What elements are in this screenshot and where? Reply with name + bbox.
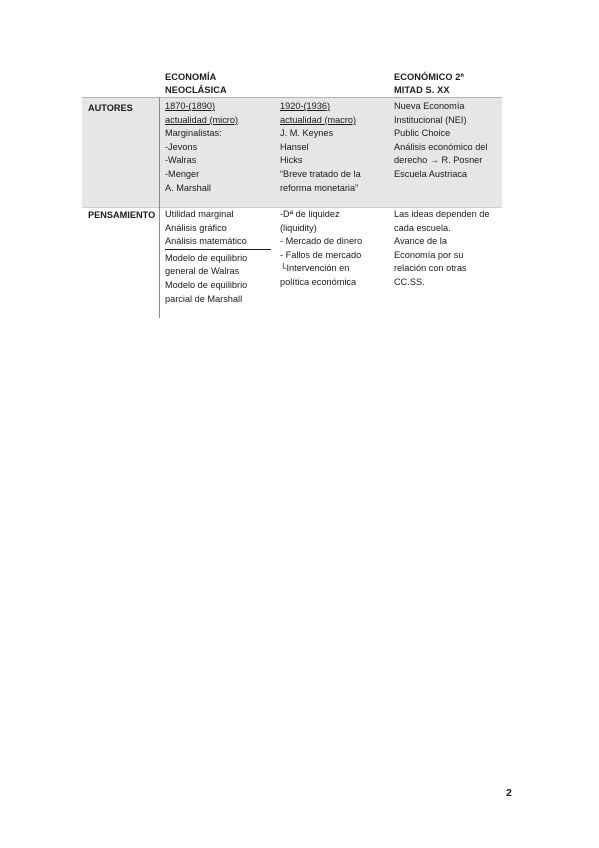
thought-line: parcial de Marshall xyxy=(165,293,243,304)
author-line: Análisis económico del xyxy=(394,141,488,152)
row-label-pensamiento: PENSAMIENTO xyxy=(88,210,156,220)
header-col1 xyxy=(165,71,227,96)
label-column-divider xyxy=(159,98,160,318)
thought-line: Utilidad marginal xyxy=(165,209,234,219)
period-neoclasica: 1870-(1890) xyxy=(165,101,216,111)
thought-line: Avance de la xyxy=(394,236,447,247)
thought-line: (liquidity) xyxy=(280,222,317,233)
author-line: “Breve tratado de la xyxy=(280,168,361,179)
scope-neoclasica: actualidad (micro) xyxy=(165,114,239,125)
author-line: Hicks xyxy=(280,155,303,166)
page-number: 2 xyxy=(506,787,512,799)
thought-line: Las ideas dependen de xyxy=(394,209,490,219)
header-col3-line2: MITAD S. XX xyxy=(394,84,450,95)
thought-line: └Intervención en xyxy=(280,263,350,274)
thought-line: - Fallos de mercado xyxy=(280,249,362,260)
author-line: Marginalistas: xyxy=(165,128,222,139)
thought-line: Modelo de equilibrio xyxy=(165,279,248,290)
pensamiento-col1 xyxy=(165,208,271,306)
author-line: Nueva Economía xyxy=(394,101,465,111)
scope-keynes: actualidad (macro) xyxy=(280,114,357,125)
header-bottom-rule xyxy=(82,97,502,98)
author-line: -Walras xyxy=(165,155,197,166)
pensamiento-col2 xyxy=(280,208,362,290)
header-col1-line2: NEOCLÁSICA xyxy=(165,84,227,95)
author-line: Hansel xyxy=(280,141,309,152)
author-line: Public Choice xyxy=(394,128,451,139)
autores-col2 xyxy=(280,100,361,195)
thought-line: Análisis gráfico xyxy=(165,222,227,233)
thought-line: política económica xyxy=(280,276,357,287)
author-line: Escuela Austriaca xyxy=(394,168,468,179)
thought-line: -Dª de liquidez xyxy=(280,209,340,219)
thought-line: relación con otras xyxy=(394,263,467,274)
author-line: -Menger xyxy=(165,168,200,179)
thought-line-ruled: Análisis matemático xyxy=(165,235,271,250)
thought-line: Economía por su xyxy=(394,249,464,260)
autores-col3 xyxy=(394,100,487,182)
author-line: derecho → R. Posner xyxy=(394,155,483,166)
row-label-autores: AUTORES xyxy=(88,103,133,113)
author-line: reforma monetaria” xyxy=(280,182,359,193)
author-line: -Jevons xyxy=(165,141,198,152)
autores-col1 xyxy=(165,100,238,195)
author-line: Institucional (NEI) xyxy=(394,114,467,125)
header-col1-line1: ECONOMÍA xyxy=(165,72,217,82)
thought-line: - Mercado de dinero xyxy=(280,236,363,247)
thought-line: general de Walras xyxy=(165,266,240,277)
thought-line: Modelo de equilibrio xyxy=(165,252,248,263)
header-col3 xyxy=(394,71,464,96)
pensamiento-col3 xyxy=(394,208,490,290)
header-col3-line1: ECONÓMICO 2ª xyxy=(394,72,464,82)
period-keynes: 1920-(1936) xyxy=(280,101,331,111)
thought-line: CC.SS. xyxy=(394,276,425,287)
thought-line: cada escuela. xyxy=(394,222,451,233)
author-line: J. M. Keynes xyxy=(280,128,334,139)
author-line: A. Marshall xyxy=(165,182,211,193)
